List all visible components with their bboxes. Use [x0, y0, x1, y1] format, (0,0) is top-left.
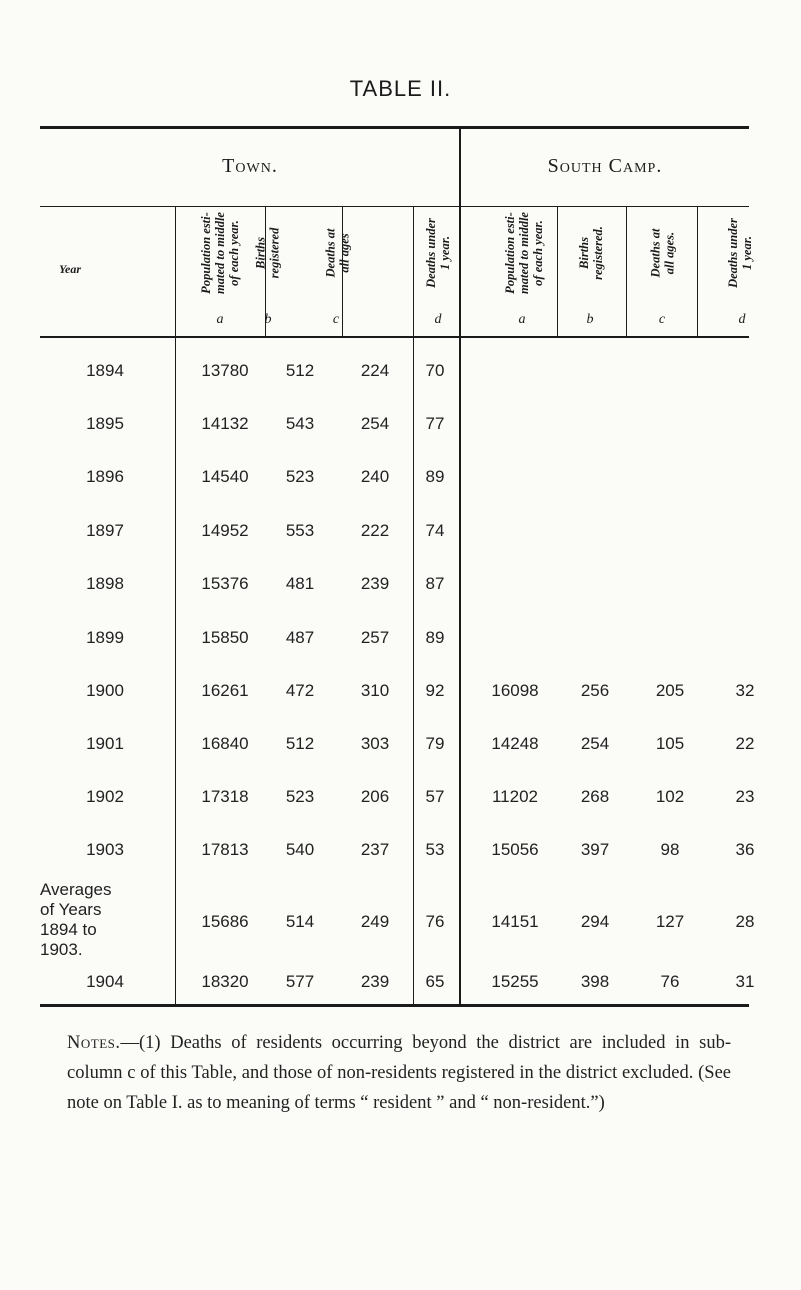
cell-town-infant-deaths: 92 — [425, 681, 445, 700]
cell-town-deaths: 224 — [360, 361, 390, 380]
sub-column-letter: d — [434, 312, 442, 327]
column-header-population: Population esti- mated to middle of each year. — [503, 212, 545, 294]
cell-town-births: 523 — [285, 787, 315, 806]
cell-town-infant-deaths: 77 — [425, 414, 445, 433]
cell-town-births: 523 — [285, 467, 315, 486]
cell-town-births: 481 — [285, 574, 315, 593]
bottom-rule — [40, 1004, 749, 1007]
cell-town-births: 514 — [285, 912, 315, 931]
cell-town-infant-deaths: 57 — [425, 787, 445, 806]
notes-lead: Notes. — [67, 1033, 121, 1053]
table-row-averages — [0, 880, 801, 964]
cell-camp-births: 397 — [580, 840, 610, 859]
cell-town-infant-deaths: 87 — [425, 574, 445, 593]
year-header: Year — [59, 262, 81, 276]
averages-label-line: Averages — [40, 880, 112, 899]
cell-year: 1898 — [86, 574, 124, 593]
sub-column-letter: a — [518, 312, 526, 327]
cell-year: 1904 — [86, 972, 124, 991]
cell-camp-population: 11202 — [491, 787, 538, 806]
table-row — [0, 624, 801, 652]
cell-town-population: 15376 — [201, 574, 249, 593]
averages-label — [40, 880, 170, 960]
column-header-births: Births registered — [253, 227, 281, 279]
cell-year: 1896 — [86, 467, 124, 486]
cell-town-deaths: 239 — [360, 574, 390, 593]
cell-town-population: 14540 — [201, 467, 249, 486]
cell-town-population: 14952 — [201, 521, 249, 540]
cell-town-population: 15850 — [201, 628, 249, 647]
cell-camp-infant-deaths: 32 — [735, 681, 755, 700]
cell-town-infant-deaths: 53 — [425, 840, 445, 859]
cell-year: 1894 — [86, 361, 124, 380]
cell-town-deaths: 254 — [360, 414, 390, 433]
table-title: TABLE II. — [349, 76, 452, 101]
cell-town-infant-deaths: 89 — [425, 628, 445, 647]
cell-town-births: 512 — [285, 734, 315, 753]
cell-town-deaths: 222 — [360, 521, 390, 540]
cell-town-population: 17318 — [201, 787, 249, 806]
column-rule — [697, 207, 698, 337]
cell-town-births: 487 — [285, 628, 315, 647]
cell-camp-births: 254 — [580, 734, 610, 753]
table-row — [0, 968, 801, 996]
cell-camp-infant-deaths: 31 — [735, 972, 755, 991]
group-header-town: Town. — [222, 155, 278, 177]
cell-town-population: 14132 — [201, 414, 249, 433]
column-rule — [557, 207, 558, 337]
notes-text: —(1) Deaths of residents occurring beyond the district are included in sub-column c of this Table, and those of non-residents registered in the district excluded. (See note on Table I. as to meaning of terms “ resident ” and “ non-resident.”) — [67, 1033, 731, 1113]
table-row — [0, 570, 801, 598]
column-header-population: Population esti- mated to middle of each year. — [199, 212, 241, 294]
cell-camp-population: 14151 — [491, 912, 539, 931]
cell-town-population: 15686 — [201, 912, 249, 931]
table-row — [0, 463, 801, 491]
cell-town-deaths: 239 — [360, 972, 390, 991]
cell-camp-population: 16098 — [491, 681, 539, 700]
cell-camp-infant-deaths: 22 — [735, 734, 755, 753]
averages-label-line: of Years — [40, 900, 102, 919]
column-header-deaths-all: Deaths at all ages — [323, 228, 351, 278]
cell-camp-deaths: 127 — [655, 912, 685, 931]
cell-town-deaths: 240 — [360, 467, 390, 486]
sub-column-letter: d — [738, 312, 746, 327]
cell-town-infant-deaths: 79 — [425, 734, 445, 753]
table-row — [0, 730, 801, 758]
cell-camp-births: 256 — [580, 681, 610, 700]
cell-camp-population: 15056 — [491, 840, 539, 859]
group-header-south-camp: South Camp. — [547, 155, 663, 177]
cell-town-infant-deaths: 89 — [425, 467, 445, 486]
cell-town-births: 553 — [285, 521, 315, 540]
cell-camp-population: 15255 — [491, 972, 539, 991]
cell-town-infant-deaths: 65 — [425, 972, 445, 991]
cell-town-births: 512 — [285, 361, 315, 380]
cell-camp-deaths: 102 — [655, 787, 685, 806]
column-header-deaths-infant: Deaths under 1 year. — [424, 218, 452, 288]
cell-year: 1900 — [86, 681, 124, 700]
header-rule — [40, 336, 749, 338]
sub-column-letter: c — [658, 312, 666, 327]
cell-year: 1903 — [86, 840, 124, 859]
table-row — [0, 677, 801, 705]
table-row — [0, 410, 801, 438]
table-row — [0, 836, 801, 864]
cell-year: 1899 — [86, 628, 124, 647]
table-row — [0, 517, 801, 545]
cell-camp-population: 14248 — [491, 734, 539, 753]
sub-column-letter: b — [586, 312, 594, 327]
cell-town-population: 17813 — [201, 840, 249, 859]
cell-town-infant-deaths: 70 — [425, 361, 445, 380]
cell-camp-births: 398 — [580, 972, 610, 991]
column-header-deaths-infant: Deaths under 1 year. — [726, 218, 754, 288]
sub-column-letter: b — [264, 312, 272, 327]
table-row — [0, 357, 801, 385]
cell-camp-infant-deaths: 28 — [735, 912, 755, 931]
table-row — [0, 783, 801, 811]
top-rule — [40, 126, 749, 129]
cell-town-deaths: 257 — [360, 628, 390, 647]
cell-camp-deaths: 105 — [655, 734, 685, 753]
cell-town-population: 13780 — [201, 361, 249, 380]
cell-town-deaths: 303 — [360, 734, 390, 753]
sub-column-letter: c — [332, 312, 340, 327]
sub-column-letter: a — [216, 312, 224, 327]
cell-camp-infant-deaths: 23 — [735, 787, 755, 806]
cell-town-population: 16840 — [201, 734, 249, 753]
cell-camp-deaths: 98 — [660, 840, 680, 859]
cell-camp-deaths: 76 — [660, 972, 680, 991]
cell-town-population: 16261 — [201, 681, 249, 700]
cell-year: 1902 — [86, 787, 124, 806]
cell-town-population: 18320 — [201, 972, 249, 991]
averages-label-line: 1894 to — [40, 920, 97, 939]
cell-camp-births: 294 — [580, 912, 610, 931]
cell-year: 1901 — [86, 734, 124, 753]
cell-town-deaths: 237 — [360, 840, 390, 859]
cell-town-births: 543 — [285, 414, 315, 433]
column-rule — [626, 207, 627, 337]
table-notes — [67, 1028, 731, 1118]
column-header-deaths-all: Deaths at all ages. — [648, 228, 676, 278]
cell-year: 1895 — [86, 414, 124, 433]
cell-camp-deaths: 205 — [655, 681, 685, 700]
cell-town-deaths: 310 — [360, 681, 390, 700]
cell-camp-births: 268 — [580, 787, 610, 806]
cell-town-infant-deaths: 74 — [425, 521, 445, 540]
cell-town-births: 472 — [285, 681, 315, 700]
cell-town-births: 540 — [285, 840, 315, 859]
cell-town-deaths: 249 — [360, 912, 390, 931]
cell-town-deaths: 206 — [360, 787, 390, 806]
cell-camp-infant-deaths: 36 — [735, 840, 755, 859]
column-header-births: Births registered. — [577, 226, 605, 280]
cell-town-infant-deaths: 76 — [425, 912, 445, 931]
cell-year: 1897 — [86, 521, 124, 540]
averages-label-line: 1903. — [40, 940, 83, 959]
cell-town-births: 577 — [285, 972, 315, 991]
